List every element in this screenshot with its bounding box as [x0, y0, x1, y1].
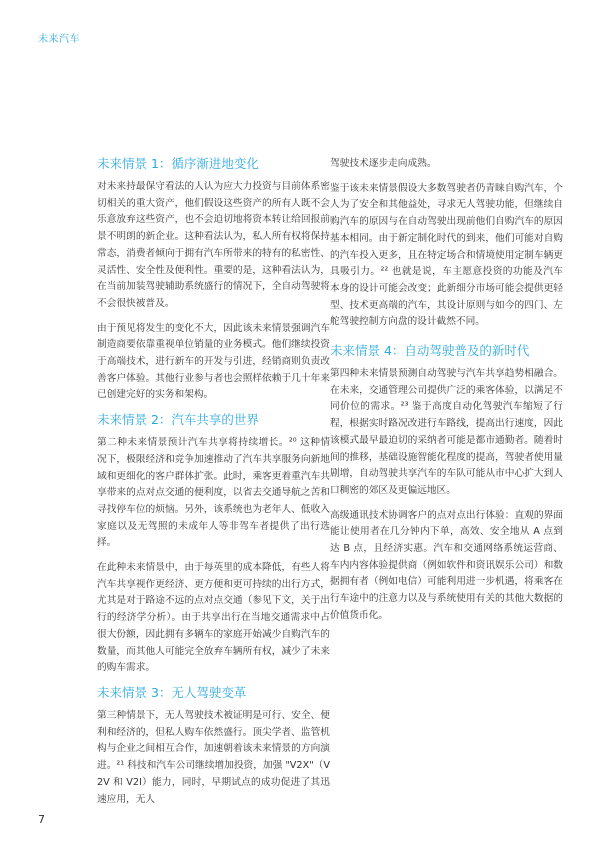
scenario-4-paragraph-1: 第四种未来情景预测自动驾驶与汽车共享趋势相融合。在未来，交通管理公司提供广泛的乘客体验，以满足不同价位的需求。²³ 鉴于高度自动化驾驶汽车缩短了行程，根据实时路况改进行车路线，提高出行速度，因此该模式最早最迫切的采纳者可能是都市通勤者。随着时间的推移，基础设施智能化程度的提高，驾驶者使用量剧增，自动驾驶共享汽车的车队可能从市中心扩大到人口稠密的郊区及更偏远地区。 [330, 368, 563, 496]
right-column [330, 156, 563, 633]
scenario-4-title: 未来情景 4：自动驾驶普及的新时代 [330, 343, 530, 359]
scenario-2-title: 未来情景 2：汽车共享的世界 [97, 412, 259, 428]
scenario-1-title: 未来情景 1：循序渐进地变化 [97, 156, 259, 171]
page-number: 7 [38, 813, 45, 826]
left-column [97, 156, 330, 816]
scenario-3-continued-2: 鉴于该未来情景假设大多数驾驶者仍青睐自购汽车，个人为了安全和其他益处，寻求无人驾驶功能，但继续自购汽车的原因与在自动驾驶出现前他们自购汽车的原因基本相同。由于新定制化时代的到来，他们可能对自购的汽车投入更多，且在特定场合和情境使用定制车辆更具吸引力。²² 也就是说，车主愿意投资的功能及汽车本身的设计可能会改变；此新细分市场可能会提供更轻型、技术更高端的汽车，其设计原则与如今的四门、左舵驾驶控制方向盘的设计截然不同。 [330, 182, 563, 328]
running-header: 未来汽车 [38, 34, 80, 45]
scenario-2-paragraph-1: 第二种未来情景预计汽车共享将持续增长。²⁰ 这种情况下，极限经济和竞争加速推动了汽车共享服务向新地域和更细化的客户群体扩张。此时，乘客更着重汽车共享带来的点对点交通的便利度，以省去交通导航之苦和寻找停车位的烦恼。另外，该系统也为老年人、低收入家庭以及无驾照的未成年人等非驾车者提供了出行选择。 [97, 437, 330, 549]
scenario-3-title: 未来情景 3：无人驾驶变革 [97, 684, 247, 700]
scenario-4-paragraph-2: 高级通讯技术协调客户的点对点出行体验：直观的界面能让使用者在几分钟内下单，高效、安全地从 A 点到达 B 点，且经济实惠。汽车和交通网络系统运营商、车内内容体验提供商（例如软件和资讯娱乐公司）和数据拥有者（例如电信）可能利用进一步机遇，将乘客在行车途中的注意力以及与系统使用有关的其他大数据的价值货币化。 [330, 509, 563, 621]
scenario-1-paragraph-1: 对未来持最保守看法的人认为应大力投资与目前体系密切相关的重大资产，他们假设这些资产的所有人既不会乐意放弃这些资产，也不会迫切地将资本转让给回报前景不明朗的新企业。这种看法认为，私人所有权将保持常态，消费者倾向于拥有汽车所带来的特有的私密性、灵活性、安全性及便利性。重要的是，这种看法认为，在当前加装驾驶辅助系统盛行的情况下，全自动驾驶将不会很快被普及。 [97, 181, 330, 309]
scenario-1-paragraph-2: 由于预见将发生的变化不大，因此该未来情景强调汽车制造商要依靠重视单位销量的业务模式。他们继续投资于高端技术，进行新车的开发与引进，经销商则负责改善客户体验。其他行业参与者也会照样依赖于几十年来已创建完好的实务和架构。 [97, 322, 330, 401]
scenario-3-continued-1: 驾驶技术逐步走向成熟。 [330, 158, 437, 169]
scenario-3-paragraph-1: 第三种情景下，无人驾驶技术被证明是可行、安全、便利和经济的，但私人购车依然盛行。顶尖学者、监管机构与企业之间相互合作，加速朝着该未来情景的方向演进。²¹ 科技和汽车公司继续增加投资，加强 "V2X"（V2V 和 V2I）能力，同时，早期试点的成功促进了其迅速应用，无人 [97, 709, 330, 805]
scenario-2-paragraph-2: 在此种未来情景中，由于每英里的成本降低，有些人将汽车共享视作更经济、更方便和更可持续的出行方式，尤其是对于路途不远的点对点交通（参见下文，关于出行的经济学分析）。由于共享出行在当地交通需求中占很大份额，因此拥有多辆车的家庭开始减少自购汽车的数量，而其他人可能完全放弃车辆所有权，减少了未来的购车需求。 [97, 562, 330, 674]
